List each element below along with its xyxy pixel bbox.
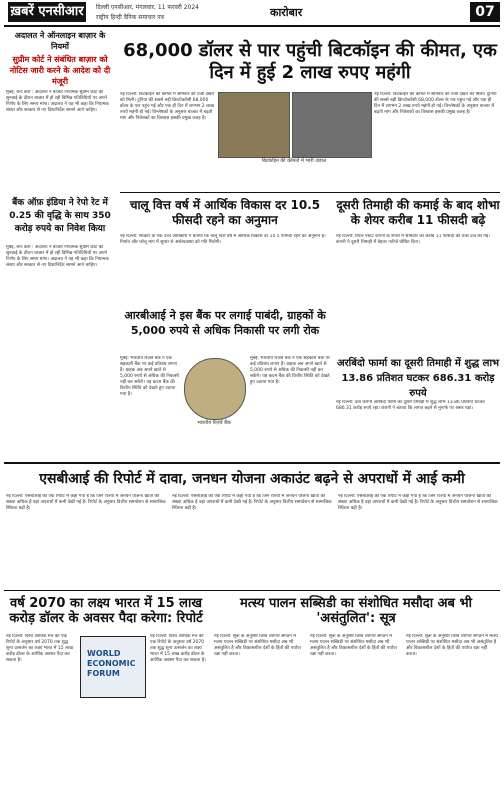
wef-logo-word: ECONOMIC	[87, 659, 136, 668]
masthead-rule	[4, 25, 500, 27]
wef-headline: वर्ष 2070 का लक्ष्य भारत में 15 लाख करोड़ डॉलर के अवसर पैदा करेगा: रिपोर्ट	[9, 596, 203, 626]
wef-logo	[80, 636, 146, 698]
wef-logo-word: WORLD	[87, 649, 121, 658]
sbi-body-3: नई दिल्ली: एसबीआई की एक रिपोर्ट में कहा गया है कि जिन राज्यों में जनधन योजना खातों की संख्या अधिक है वहां अपराधों में कमी देखी गई है। रिपोर्ट के अनुसार वित्तीय समावेशन से सामाजिक स्थिरता बढ़ी है।	[338, 494, 498, 511]
story-headline: बैंक ऑफ़ इंडिया ने रेपो रेट में 0.25 की वृद्धि के साथ 350 करोड़ रुपये का निवेश किया	[9, 198, 111, 234]
wef-body: नई दिल्ली: विश्व आर्थिक मंच की एक रिपोर्ट के अनुसार वर्ष 2070 तक शुद्ध शून्य उत्सर्जन का लक्ष्य भारत में 15 लाख करोड़ डॉलर के आर्थिक अवसर पैदा कर सकता है।	[6, 634, 73, 663]
lead-headline: 68,000 डॉलर से पार पहुंची बिटकॉइन की कीमत, एक दिन में हुई 2 लाख रुपए महंगी	[123, 40, 497, 83]
lead-body: नई दिल्ली: बिटकॉइन की कीमत में सोमवार को तेजी देखने को मिली। दुनिया की सबसे बड़ी क्रिप्टोकरेंसी 68,000 डॉलर के पार पहुंच गई और एक ही दिन में लगभग 2 लाख रुपये महंगी हो गई। विश्लेषकों के अनुसार बाजार में बढ़ती मांग और निवेशकों का विश्वास इसकी प्रमुख वजह है।	[120, 92, 215, 121]
newspaper-logo: ख़बरें एनसीआर	[8, 2, 86, 22]
rbi-body-continued: मुंबई: भारतीय रिज़र्व बैंक ने एक सहकारी बैंक पर कई प्रतिबंध लगाए हैं। ग्राहक अब अपने खाते से 5,000 रुपये से अधिक की निकासी नहीं कर सकेंगे। यह कदम बैंक की वित्तीय स्थिति को देखते हुए उठाया गया है।	[250, 356, 330, 385]
fisheries-body: नई दिल्ली: सूत्रों के अनुसार विश्व व्यापार संगठन में मत्स्य पालन सब्सिडी पर संशोधित मसौदा अब भी असंतुलित है और विकासशील देशों के हितों की पर्याप्त रक्षा नहीं करता।	[214, 634, 301, 657]
sbi-headline: एसबीआई की रिपोर्ट में दावा, जनधन योजना अकाउंट बढ़ने से अपराधों में आई कमी	[39, 471, 465, 487]
masthead	[0, 0, 504, 24]
bitcoin-photo	[218, 92, 290, 158]
bitcoin-chart-photo	[292, 92, 372, 158]
wef-body-continued: नई दिल्ली: विश्व आर्थिक मंच की एक रिपोर्ट के अनुसार वर्ष 2070 तक शुद्ध शून्य उत्सर्जन का लक्ष्य भारत में 15 लाख करोड़ डॉलर के आर्थिक अवसर पैदा कर सकता है।	[150, 634, 206, 663]
shares-body: नई दिल्ली: रियल एस्टेट कंपनी के शेयरों में सोमवार को करीब 11 फीसदी की तेजी दर्ज की गई। कंपनी ने दूसरी तिमाही में बेहतर नतीजे घोषित किए।	[336, 234, 490, 245]
left-bottom-story	[6, 195, 114, 234]
section-divider-2	[4, 462, 500, 464]
story-kicker: अदालत ने ऑनलाइन बाज़ार के नियमों	[14, 31, 106, 51]
rbi-photo-caption: भारतीय रिज़र्व बैंक	[197, 420, 231, 426]
shares-headline: दूसरी तिमाही की कमाई के बाद शोभा के शेयर करीब 11 फीसदी बढ़े	[336, 198, 500, 227]
section-divider-3	[4, 590, 500, 591]
section-divider	[120, 192, 500, 193]
date-line: दिल्ली एनसीआर, मंगलवार, 11 फरवरी 2024	[96, 4, 199, 11]
story-body: मुंबई, बर्न्ट कैश : अदालत ने बाजार नियामक सुप्रीम कोर्ट की सुनवाई के दौरान बाजार में हो रही विभिन्न गतिविधियों पर अपने निर्णय के लिए समय मांगा। अदालत ने यह भी कहा कि नियामक संस्था और सरकार से नए दिशानिर्देश सामने आने चाहिए।	[6, 90, 109, 113]
pharma-headline: अरबिंदो फार्मा का दूसरी तिमाही में शुद्ध लाभ 13.86 प्रतिशत घटकर 686.31 करोड़ रुपये	[336, 358, 500, 399]
left-column-body: मुंबई, बर्न्ट कैश : अदालत ने बाजार नियामक सुप्रीम कोर्ट की सुनवाई के दौरान बाजार में हो रही विभिन्न गतिविधियों पर अपने निर्णय के लिए समय मांगा। अदालत ने यह भी कहा कि नियामक संस्था और सरकार से नए दिशानिर्देश सामने आने चाहिए।	[6, 245, 109, 268]
fisheries-body-2: नई दिल्ली: सूत्रों के अनुसार विश्व व्यापार संगठन में मत्स्य पालन सब्सिडी पर संशोधित मसौदा अब भी असंतुलित है और विकासशील देशों के हितों की पर्याप्त रक्षा नहीं करता।	[310, 634, 397, 657]
story-headline: सुप्रीम कोर्ट ने संबंधित बाज़ार को नोटिस जारी करने के आदेश को दी मंजूरी	[9, 55, 111, 86]
pharma-body: नई दिल्ली: दवा कंपनी अरबिंदो फार्मा का दूसरी तिमाही में शुद्ध लाभ 13.86 प्रतिशत घटकर 686.31 करोड़ रुपये रहा। कंपनी ने बताया कि लागत बढ़ने से मुनाफे पर असर पड़ा।	[336, 400, 485, 411]
edition-line: राष्ट्रीय हिन्दी दैनिक समाचार पत्र	[96, 14, 164, 21]
growth-headline: चालू वित्त वर्ष में आर्थिक विकास दर 10.5 फीसदी रहने का अनुमान	[129, 198, 321, 227]
rbi-headline: आरबीआई ने इस बैंक पर लगाई पाबंदी, ग्राहकों के 5,000 रुपये से अधिक निकासी पर लगी रोक	[124, 309, 326, 337]
fisheries-body-3: नई दिल्ली: सूत्रों के अनुसार विश्व व्यापार संगठन में मत्स्य पालन सब्सिडी पर संशोधित मसौदा अब भी असंतुलित है और विकासशील देशों के हितों की पर्याप्त रक्षा नहीं करता।	[406, 634, 498, 657]
sbi-body-2: नई दिल्ली: एसबीआई की एक रिपोर्ट में कहा गया है कि जिन राज्यों में जनधन योजना खातों की संख्या अधिक है वहां अपराधों में कमी देखी गई है। रिपोर्ट के अनुसार वित्तीय समावेशन से सामाजिक स्थिरता बढ़ी है।	[172, 494, 332, 511]
lead-photo-caption: बिटकॉइन की कीमतों में भारी उछाल	[261, 158, 327, 164]
rbi-emblem-photo	[184, 358, 246, 420]
sbi-body: नई दिल्ली: एसबीआई की एक रिपोर्ट में कहा गया है कि जिन राज्यों में जनधन योजना खातों की संख्या अधिक है वहां अपराधों में कमी देखी गई है। रिपोर्ट के अनुसार वित्तीय समावेशन से सामाजिक स्थिरता बढ़ी है।	[6, 494, 166, 511]
fisheries-headline: मत्स्य पालन सब्सिडी का संशोधित मसौदा अब भी 'असंतुलित': सूत्र	[240, 596, 472, 626]
wef-logo-word: FORUM	[87, 669, 120, 678]
lead-body-continued: नई दिल्ली: बिटकॉइन की कीमत में सोमवार को तेजी देखने को मिली। दुनिया की सबसे बड़ी क्रिप्टोकरेंसी 68,000 डॉलर के पार पहुंच गई और एक ही दिन में लगभग 2 लाख रुपये महंगी हो गई। विश्लेषकों के अनुसार बाजार में बढ़ती मांग और निवेशकों का विश्वास इसकी प्रमुख वजह है।	[374, 92, 497, 115]
section-name: कारोबार	[270, 6, 303, 19]
page-number: 07	[470, 2, 500, 22]
growth-body: नई दिल्ली: सरकार के एक उच्च अधिकारी ने बताया कि चालू वित्त वर्ष में आर्थिक विकास दर 10.5 फीसदी रहने का अनुमान है। निर्यात और घरेलू मांग में सुधार से अर्थव्यवस्था को गति मिलेगी।	[120, 234, 326, 245]
rbi-body: मुंबई: भारतीय रिज़र्व बैंक ने एक सहकारी बैंक पर कई प्रतिबंध लगाए हैं। ग्राहक अब अपने खाते से 5,000 रुपये से अधिक की निकासी नहीं कर सकेंगे। यह कदम बैंक की वित्तीय स्थिति को देखते हुए उठाया गया है।	[120, 356, 179, 397]
